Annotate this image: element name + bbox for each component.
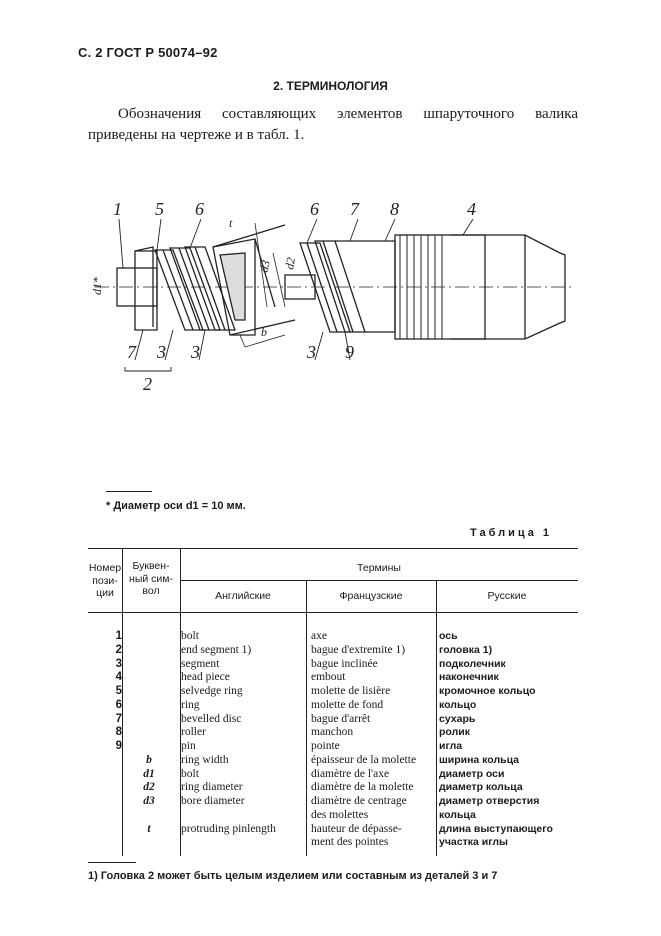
table-cell-num: 4	[115, 671, 122, 684]
table-cell-en: ring diameter	[181, 781, 243, 794]
table-cell-num: 9	[115, 740, 122, 752]
table-cell-num: 3	[115, 657, 122, 670]
table-cell-num: 1	[115, 630, 122, 642]
table-cell-fr: axe	[311, 630, 327, 642]
table-cell-sym: d3	[143, 795, 155, 807]
table-cell-ru: диаметр отверстия	[439, 795, 540, 807]
table-cell-fr: manchon	[311, 726, 354, 739]
label-6b: 6	[310, 199, 319, 219]
label-9: 9	[345, 342, 354, 362]
label-b: b	[261, 325, 267, 339]
table-cell-ru: диаметр оси	[439, 767, 505, 780]
label-8: 8	[390, 199, 399, 219]
table-cell-en: protruding pinlength	[181, 822, 276, 835]
dim-d1: d1*	[90, 277, 104, 295]
label-7-bottom: 7	[127, 342, 136, 362]
table-cell-fr: bague d'arrêt	[311, 712, 371, 725]
dim-d2: d2	[282, 256, 299, 271]
table-cell-sym: d1	[143, 767, 155, 780]
end-cylinder	[135, 251, 157, 330]
label-7: 7	[350, 199, 359, 219]
label-5: 5	[155, 199, 164, 219]
table-cell-num: 2	[115, 643, 122, 656]
table-cell-en: bolt	[181, 767, 199, 780]
table-cell-ru: ролик	[439, 726, 470, 739]
table-cell-ru: головка 1)	[439, 643, 493, 656]
table-cell-en: bore diameter	[181, 795, 245, 807]
dim-d3: d3	[256, 258, 274, 274]
table-cell-fr: bague inclinée	[311, 657, 378, 670]
page-header: С. 2 ГОСТ Р 50074–92	[78, 45, 218, 60]
roller-drawing	[90, 195, 585, 400]
table-cell-fr: diamètre de la molette	[311, 781, 414, 794]
label-6a: 6	[195, 199, 204, 219]
col-header-num: Номер пози- ции	[88, 562, 122, 599]
table-cell-fr: diamètre de l'axe	[311, 767, 390, 780]
label-3b: 3	[191, 342, 200, 362]
section-title: 2. ТЕРМИНОЛОГИЯ	[273, 79, 388, 93]
table-cell-ru: ось	[439, 630, 458, 642]
table-cell-en: pin	[181, 740, 196, 752]
table-cell-num: 8	[115, 726, 122, 739]
col-header-en: Английские	[215, 590, 271, 602]
table-cell-fr: molette de fond	[311, 698, 384, 711]
table-cell-ru: подколечник	[439, 657, 506, 670]
table-cell-sym: d2	[143, 781, 155, 794]
table-cell-ru: сухарь	[439, 712, 476, 725]
table-cell-ru: игла	[439, 740, 463, 752]
table-cell-fr: hauteur de dépasse-	[311, 822, 402, 835]
table-cell-ru: кольца	[439, 808, 476, 821]
col-header-terms: Термины	[357, 562, 401, 574]
table-cell-en: selvedge ring	[181, 685, 243, 697]
table-caption: Таблица 1	[470, 527, 553, 539]
footnote-rule	[106, 491, 152, 492]
table-cell-fr: des molettes	[311, 808, 369, 821]
table-cell-en: segment	[181, 657, 220, 670]
table-cell-fr: pointe	[311, 740, 340, 752]
label-1: 1	[113, 199, 122, 219]
table-cell-ru: кольцо	[439, 698, 477, 711]
table-cell-en: bevelled disc	[181, 712, 242, 725]
ring-group-right	[300, 241, 365, 332]
label-2: 2	[143, 374, 152, 394]
table-cell-fr: épaisseur de la molette	[311, 753, 417, 766]
table-cell-fr: diamètre de centrage	[311, 795, 407, 807]
col-header-sym: Буквен- ный сим- вол	[129, 560, 173, 597]
table-cell-ru: наконечник	[439, 671, 499, 684]
table-cell-fr: ment des pointes	[311, 836, 389, 849]
table-cell-en: head piece	[181, 671, 230, 684]
table-cell-en: bolt	[181, 630, 199, 642]
table-cell-en: end segment 1)	[181, 643, 252, 656]
table-cell-num: 7	[115, 712, 122, 725]
table-cell-en: ring	[181, 698, 200, 711]
table-cell-ru: участка иглы	[439, 836, 508, 849]
table-cell-num: 6	[115, 698, 122, 711]
table-cell-ru: ширина кольца	[439, 753, 519, 766]
table-cell-ru: кромочное кольцо	[439, 685, 536, 697]
table-cell-num: 5	[115, 685, 122, 697]
label-3a: 3	[157, 342, 166, 362]
table-cell-ru: диаметр кольца	[439, 781, 523, 794]
table-cell-fr: embout	[311, 671, 346, 684]
label-t: t	[229, 216, 233, 230]
intro-paragraph: Обозначения составляющих элементов шпаруточного валика приведены на чертеже и в табл. 1.	[88, 106, 578, 143]
bevelled-disc	[335, 241, 395, 332]
footnote-rule-2	[88, 862, 136, 863]
col-header-ru: Русские	[487, 590, 527, 602]
table-cell-sym: b	[146, 753, 152, 766]
table-cell-en: ring width	[181, 753, 229, 766]
table-cell-sym: t	[147, 822, 151, 835]
label-4: 4	[467, 199, 476, 219]
col-header-fr: Французские	[339, 590, 403, 602]
table-cell-fr: bague d'extremite 1)	[311, 643, 406, 656]
label-3c: 3	[307, 342, 316, 362]
footnote-1: 1) Головка 2 может быть целым изделием или составным из деталей 3 и 7	[88, 870, 498, 882]
footnote-star: * Диаметр оси d1 = 10 мм.	[106, 500, 246, 512]
table-cell-en: roller	[181, 726, 206, 739]
table-cell-fr: molette de lisière	[311, 685, 391, 697]
table-cell-ru: длина выступающего	[439, 822, 553, 835]
